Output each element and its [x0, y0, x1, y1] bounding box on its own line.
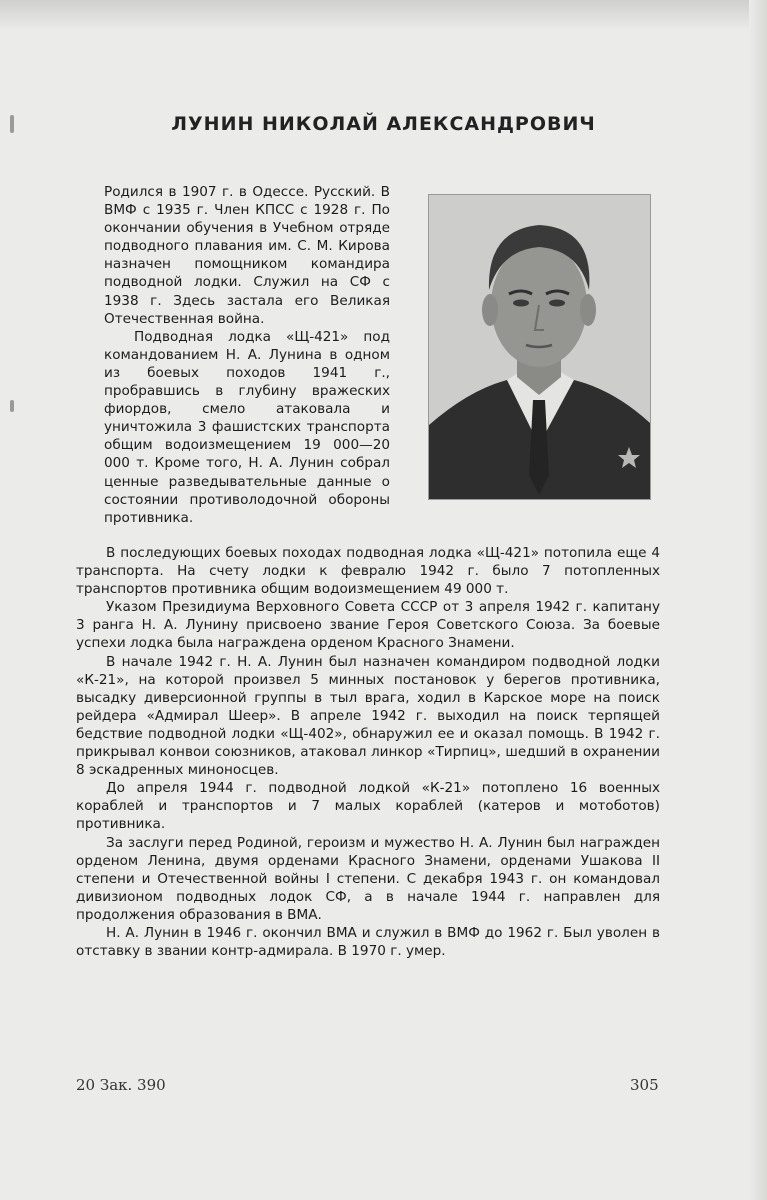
- body-paragraph: В последующих боевых походах подводная лодка «Щ-421» потопила еще 4 транспорта. На счету лодки к февралю 1942 г. было 7 потопленных транспортов противника общим водоизмещением 49 000 т.: [76, 545, 660, 598]
- scan-mark: [10, 400, 14, 412]
- column-paragraph: Родился в 1907 г. в Одессе. Русский. В ВМФ с 1935 г. Член КПСС с 1928 г. По окончании обучения в Учебном отряде подводного плавания им. С. М. Кирова назначен помощником командира подводной лодки. Служил на СФ с 1938 г. Здесь застала его Великая Отечественная война.: [104, 184, 390, 327]
- scan-right-edge: [749, 0, 767, 1200]
- scan-top-shadow: [0, 0, 767, 30]
- footer-signature: 20 Зак. 390: [76, 1076, 166, 1094]
- portrait-image: [429, 195, 650, 499]
- portrait-photo: [428, 194, 651, 500]
- column-text: [104, 183, 390, 527]
- page-number: 305: [630, 1076, 659, 1094]
- page-title: ЛУНИН НИКОЛАЙ АЛЕКСАНДРОВИЧ: [171, 113, 596, 135]
- body-text: [76, 544, 660, 960]
- body-paragraph: До апреля 1944 г. подводной лодкой «К-21» потоплено 16 военных кораблей и транспортов и 7 малых кораблей (катеров и мотоботов) противника.: [76, 780, 660, 833]
- body-paragraph: Н. А. Лунин в 1946 г. окончил ВМА и служил в ВМФ до 1962 г. Был уволен в отставку в звании контр-адмирала. В 1970 г. умер.: [76, 924, 660, 960]
- body-paragraph: Указом Президиума Верховного Совета СССР от 3 апреля 1942 г. капитану 3 ранга Н. А. Лунину присвоено звание Героя Советского Союза. За боевые успехи лодка была награждена орденом Красного Знамени.: [76, 599, 660, 652]
- body-paragraph: За заслуги перед Родиной, героизм и мужество Н. А. Лунин был награжден орденом Ленина, двумя орденами Красного Знамени, орденами Ушакова II степени и Отечественной войны I степени. С декабря 1943 г. он командовал дивизионом подводных лодок СФ, а в начале 1944 г. направлен для продолжения образования в ВМА.: [76, 834, 660, 923]
- body-paragraph: В начале 1942 г. Н. А. Лунин был назначен командиром подводной лодки «К-21», на которой произвел 5 минных постановок у берегов противника, высадку диверсионной группы в тыл врага, ходил в Карское море на поиск рейдера «Адмирал Шеер». В апреле 1942 г. выходил на поиск терпящей бедствие подводной лодки «Щ-402», обнаружил ее и оказал помощь. В 1942 г. прикрывал конвои союзников, атаковал линкор «Тирпиц», шедший в охранении 8 эскадренных миноносцев.: [76, 653, 660, 779]
- column-paragraph: Подводная лодка «Щ-421» под командованием Н. А. Лунина в одном из боевых походов 1941 г., пробравшись в глубину вражеских фиордов, смело атаковала и уничтожила 3 фашистских транспорта общим водоизмещением 19 000—20 000 т. Кроме того, Н. А. Лунин собрал ценные разведывательные данные о состоянии противолодочной обороны противника.: [104, 328, 390, 526]
